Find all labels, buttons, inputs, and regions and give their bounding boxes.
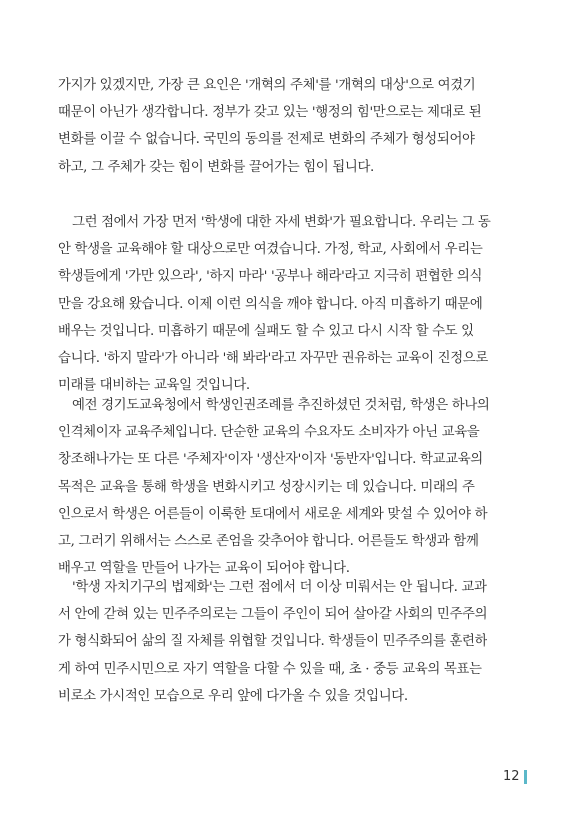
- text-line: 예전 경기도교육청에서 학생인권조례를 추진하셨던 것처럼, 학생은 하나의: [72, 398, 490, 413]
- text-line: 배우는 것입니다. 미흡하기 때문에 실패도 할 수 있고 다시 시작 할 수도 있: [58, 323, 474, 339]
- text-line: 습니다. '하지 말라'가 아니라 '해 봐라'라고 자꾸만 권유하는 교육이 진정으로: [58, 351, 488, 367]
- text-line: 게 하여 민주시민으로 자기 역할을 다할 수 있을 때, 초 · 중등 교육의 목표는: [58, 661, 482, 677]
- text-line: 가 형식화되어 삶의 질 자체를 위협할 것입니다. 학생들이 민주주의를 훈련하: [58, 634, 488, 650]
- text-line: 비로소 가시적인 모습으로 우리 앞에 다가올 수 있을 것입니다.: [58, 688, 408, 704]
- text-line: 만을 강요해 왔습니다. 이제 이런 의식을 깨야 합니다. 아직 미흡하기 때문에: [58, 296, 483, 312]
- paragraph-3: [58, 392, 490, 582]
- paragraph-4: [58, 574, 487, 710]
- text-line: 고, 그러기 위해서는 스스로 존엄을 갖추어야 합니다. 어른들도 학생과 함께: [58, 534, 479, 550]
- page-number: 12: [503, 769, 520, 784]
- text-line: 변화를 이끌 수 없습니다. 국민의 동의를 전제로 변화의 주체가 형성되어야: [58, 132, 475, 148]
- text-line: 창조해나가는 또 다른 '주체자'이자 '생산자'이자 '동반자'입니다. 학교교육의: [58, 452, 483, 468]
- text-line: 미래를 대비하는 교육일 것입니다.: [58, 378, 250, 394]
- text-line: 하고, 그 주체가 갖는 힘이 변화를 끌어가는 힘이 됩니다.: [58, 159, 374, 175]
- page-number-block: [503, 769, 527, 784]
- text-line: 목적은 교육을 통해 학생을 변화시키고 성장시키는 데 있습니다. 미래의 주: [58, 479, 475, 495]
- text-line: 가지가 있겠지만, 가장 큰 요인은 '개혁의 주체'를 '개혁의 대상'으로 여겼기: [58, 78, 476, 93]
- page-marker-bar: [524, 770, 527, 784]
- text-line: 배우고 역할을 만들어 나가는 교육이 되어야 합니다.: [58, 561, 350, 577]
- text-line: 안 학생을 교육해야 할 대상으로만 여겼습니다. 가정, 학교, 사회에서 우리는: [58, 242, 483, 258]
- paragraph-2: [58, 209, 491, 399]
- text-line: 인격체이자 교육주체입니다. 단순한 교육의 수요자도 소비자가 아닌 교육을: [58, 425, 480, 441]
- paragraph-1: [58, 72, 481, 181]
- text-line: 인으로서 학생은 어른들이 이룩한 토대에서 새로운 세계와 맞설 수 있어야 하: [58, 506, 488, 522]
- text-line: '학생 자치기구의 법제화'는 그런 점에서 더 이상 미뤄서는 안 됩니다. 교과: [72, 580, 487, 595]
- text-line: 때문이 아닌가 생각합니다. 정부가 갖고 있는 '행정의 힘'만으로는 제대로 된: [58, 105, 482, 121]
- text-line: 서 안에 갇혀 있는 민주주의로는 그들이 주인이 되어 살아갈 사회의 민주주의: [58, 607, 488, 623]
- text-line: 그런 점에서 가장 먼저 '학생에 대한 자세 변화'가 필요합니다. 우리는 그 동: [72, 215, 491, 230]
- text-line: 학생들에게 '가만 있으라', '하지 마라' '공부나 해라'라고 지극히 편협한 의식: [58, 269, 483, 285]
